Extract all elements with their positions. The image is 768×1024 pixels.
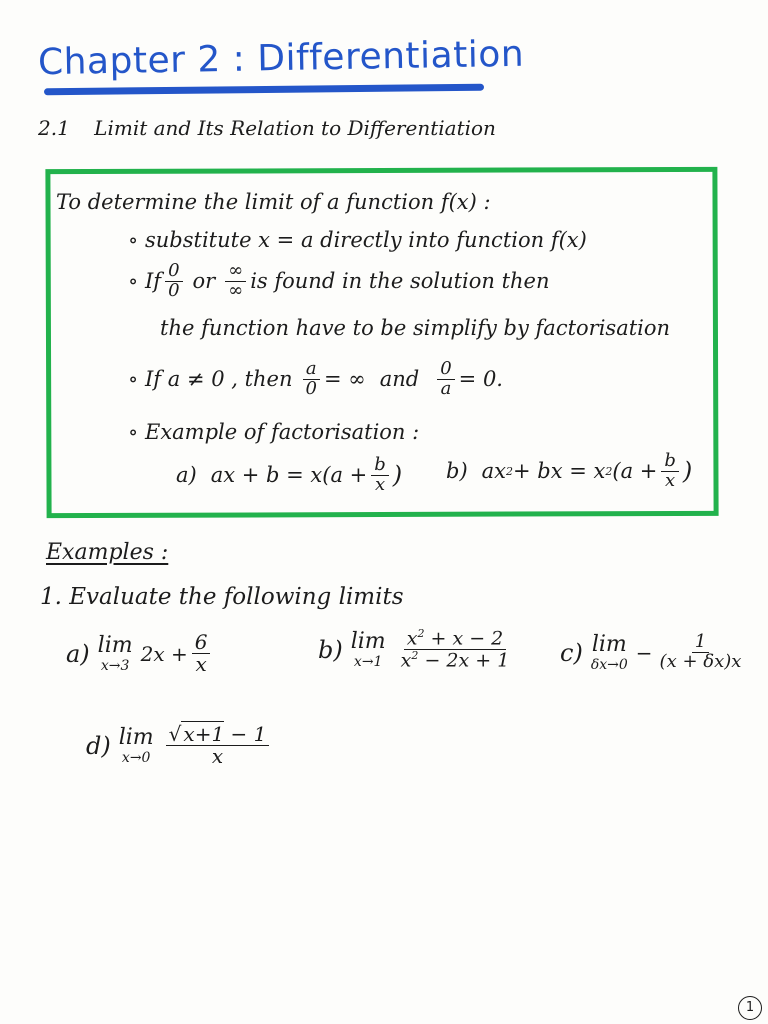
ex-b-rparen: ) <box>682 457 693 486</box>
den-rest: − 2x + 1 <box>424 649 510 672</box>
lim-operator <box>119 725 154 766</box>
frac-num: b <box>661 452 679 472</box>
ex-b-lhs-3: (a + <box>612 459 658 484</box>
ex-b-lhs-2: + bx = x <box>513 459 606 484</box>
title-underline <box>44 84 484 96</box>
bullet-substitute-text: substitute x = a directly into function f(x) <box>144 228 587 252</box>
frac-num <box>404 628 507 650</box>
ex-a-rparen: ) <box>392 461 403 490</box>
ex-a-lhs: ax + b = x(a + <box>210 463 368 488</box>
bullet-dot: ∘ <box>128 367 145 392</box>
lim-operator <box>591 632 628 673</box>
frac-den <box>398 650 513 671</box>
ex-c-minus: − <box>635 640 653 665</box>
bullet2-if: If <box>144 269 162 294</box>
sup-2: 2 <box>411 649 419 663</box>
bullet-indeterminate <box>128 262 550 301</box>
frac-den: x <box>374 473 386 495</box>
sup-2: 2 <box>605 464 613 478</box>
frac-den: 0 <box>168 279 180 301</box>
frac-num: 0 <box>165 262 182 282</box>
frac-den: 0 <box>305 377 317 399</box>
ex-a-label: a) <box>66 639 90 668</box>
bullet3-eq2: = 0. <box>458 367 503 392</box>
lim-text: lim <box>350 629 386 655</box>
lim-text: lim <box>118 725 154 750</box>
b-over-x <box>661 452 679 491</box>
frac-num <box>166 724 270 746</box>
limit-example-b <box>318 628 516 672</box>
ex-a-expr: 2x + <box>140 641 188 666</box>
ex-b-label: b) <box>318 635 343 664</box>
zero-over-a <box>437 360 454 399</box>
bullet-factorisation-text: Example of factorisation : <box>144 420 420 444</box>
ex-b-label: b) <box>446 459 468 484</box>
ex-a-label: a) <box>176 463 197 488</box>
bullet2-or: or <box>192 269 216 294</box>
frac-num: a <box>303 360 320 380</box>
frac-den: x <box>195 652 207 676</box>
sup-2: 2 <box>506 464 514 478</box>
frac-den: x <box>211 744 224 768</box>
bullet2-continuation: the function have to be simplify by factorisation <box>160 316 671 340</box>
lim-subscript: δx→0 <box>590 657 628 673</box>
lim-operator <box>98 633 133 674</box>
rational-fraction <box>398 628 513 672</box>
a-over-zero <box>303 360 320 399</box>
bullet-dot: ∘ <box>128 269 145 294</box>
bullet2-tail: is found in the solution then <box>250 269 550 294</box>
question-1: 1. Evaluate the following limits <box>40 584 404 610</box>
den-x: x <box>400 649 412 672</box>
bullet-factorisation: ∘ Example of factorisation : <box>128 420 420 444</box>
num-x: x <box>406 627 418 650</box>
factorisation-example-b <box>446 452 692 491</box>
frac-num: 1 <box>692 633 709 653</box>
bullet3-if: If a ≠ 0 , then <box>144 367 293 392</box>
inf-over-inf <box>225 262 246 301</box>
lim-text: lim <box>591 632 627 657</box>
sup-2: 2 <box>417 627 425 640</box>
lim-operator <box>351 629 386 670</box>
frac-num: 0 <box>437 360 454 380</box>
frac-num: ∞ <box>225 262 246 282</box>
ex-d-label: d) <box>86 731 111 760</box>
section-heading <box>38 116 496 140</box>
frac-den: a <box>440 377 452 399</box>
reciprocal-fraction <box>657 633 745 672</box>
sqrt-sign: √ <box>168 722 182 746</box>
factorisation-example-a <box>176 456 402 495</box>
bullet-a-nonzero <box>128 360 503 399</box>
section-title: Limit and Its Relation to Differentiation <box>94 116 496 140</box>
ex-b-lhs-1: ax <box>481 459 507 484</box>
limit-example-a <box>66 632 214 675</box>
frac-den: ∞ <box>228 279 244 301</box>
section-number: 2.1 <box>38 116 70 140</box>
sqrt-fraction <box>166 724 270 767</box>
frac-num: b <box>371 456 389 476</box>
lim-subscript: x→3 <box>100 658 130 674</box>
zero-over-zero <box>165 262 182 301</box>
sqrt-radicand: x+1 <box>183 722 225 746</box>
ex-c-label: c) <box>560 638 583 667</box>
bullet3-and: and <box>379 367 420 392</box>
b-over-x <box>371 456 389 495</box>
page-number: 1 <box>738 996 762 1020</box>
limit-example-c <box>560 632 748 673</box>
num-rest: + x − 2 <box>430 627 504 650</box>
examples-heading: Examples : <box>46 540 169 565</box>
bullet-substitute: ∘ substitute x = a directly into function f(x) <box>128 228 587 252</box>
chapter-title: Chapter 2 : Differentiation <box>37 33 525 84</box>
limit-example-d <box>86 724 273 767</box>
box-intro: To determine the limit of a function f(x) : <box>56 190 491 214</box>
lim-subscript: x→0 <box>121 750 151 766</box>
frac-den: (x + δx)x <box>659 651 742 672</box>
lim-text: lim <box>97 633 133 658</box>
frac-den: x <box>665 469 676 491</box>
frac-num: 6 <box>192 632 211 654</box>
num-rest: − 1 <box>230 722 267 746</box>
six-over-x <box>192 632 211 675</box>
lim-subscript: x→1 <box>353 654 383 671</box>
bullet3-eq1: = ∞ <box>323 367 366 392</box>
